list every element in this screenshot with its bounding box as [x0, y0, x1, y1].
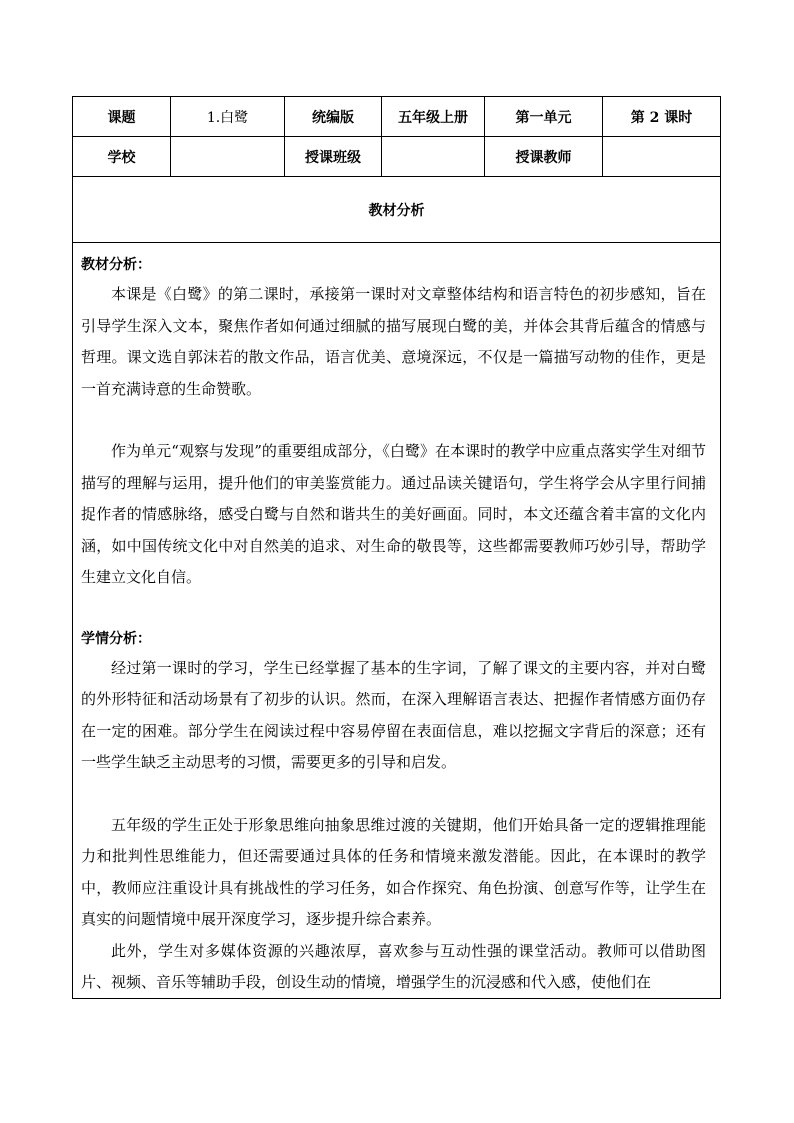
student-paragraph: 经过第一课时的学习，学生已经掌握了基本的生字词，了解了课文的主要内容，并对白鹭的外形特征和活动场景有了初步的认识。然而，在深入理解语言表达、把握作者情感方面仍存在一定的困难。部分学生在阅读过程中容易停留在表面信息，难以挖掘文字背后的深意；还有一些学生缺乏主动思考的习惯，需要更多的引导和启发。 [81, 658, 706, 771]
class-value [382, 137, 485, 176]
spacer [81, 405, 706, 436]
analysis-content [73, 243, 720, 1000]
student-analysis-heading: 学情分析： [81, 630, 151, 647]
section-title: 教材分析 [73, 177, 720, 243]
teacher-label: 授课教师 [485, 137, 603, 176]
school-value [171, 137, 285, 176]
material-analysis-heading: 教材分析： [81, 257, 151, 273]
lesson-value: 1.白鹭 [171, 97, 285, 136]
lesson-label: 课题 [73, 97, 171, 136]
student-paragraph: 此外，学生对多媒体资源的兴趣浓厚，喜欢参与互动性强的课堂活动。教师可以借助图片、视频、音乐等辅助手段，创设生动的情境，增强学生的沉浸感和代入感，使他们在 [81, 941, 706, 991]
edition: 统编版 [285, 97, 382, 136]
header-row-1 [73, 97, 720, 137]
school-label: 学校 [73, 137, 171, 176]
lesson-plan-table [72, 96, 721, 999]
material-paragraph: 作为单元“观察与发现”的重要组成部分，《白鹭》在本课时的教学中应重点落实学生对细节描写的理解与运用，提升他们的审美鉴赏能力。通过品读关键语句，学生将学会从字里行间捕捉作者的情感脉络，感受白鹭与自然和谐共生的美好画面。同时，本文还蕴含着丰富的文化内涵，如中国传统文化中对自然美的追求、对生命的敬畏等，这些都需要教师巧妙引导，帮助学生建立文化自信。 [81, 442, 706, 586]
grade: 五年级上册 [382, 97, 485, 136]
student-paragraph: 五年级的学生正处于形象思维向抽象思维过渡的关键期，他们开始具备一定的逻辑推理能力和批判性思维能力，但还需要通过具体的任务和情境来激发潜能。因此，在本课时的教学中，教师应注重设计具有挑战性的学习任务，如合作探究、角色扮演、创意写作等，让学生在真实的问题情境中展开深度学习，逐步提升综合素养。 [81, 815, 706, 928]
class-label: 授课班级 [285, 137, 382, 176]
spacer [81, 594, 706, 625]
header-row-2 [73, 137, 720, 177]
spacer [81, 779, 706, 810]
material-paragraph: 本课是《白鹭》的第二课时，承接第一课时对文章整体结构和语言特色的初步感知，旨在引导学生深入文本，聚焦作者如何通过细腻的描写展现白鹭的美，并体会其背后蕴含的情感与哲理。课文选自郭沫若的散文作品，语言优美、意境深远，不仅是一篇描写动物的佳作，更是一首充满诗意的生命赞歌。 [81, 285, 706, 398]
unit: 第一单元 [485, 97, 603, 136]
teacher-value [603, 137, 720, 176]
period: 第 2 课时 [630, 109, 693, 126]
